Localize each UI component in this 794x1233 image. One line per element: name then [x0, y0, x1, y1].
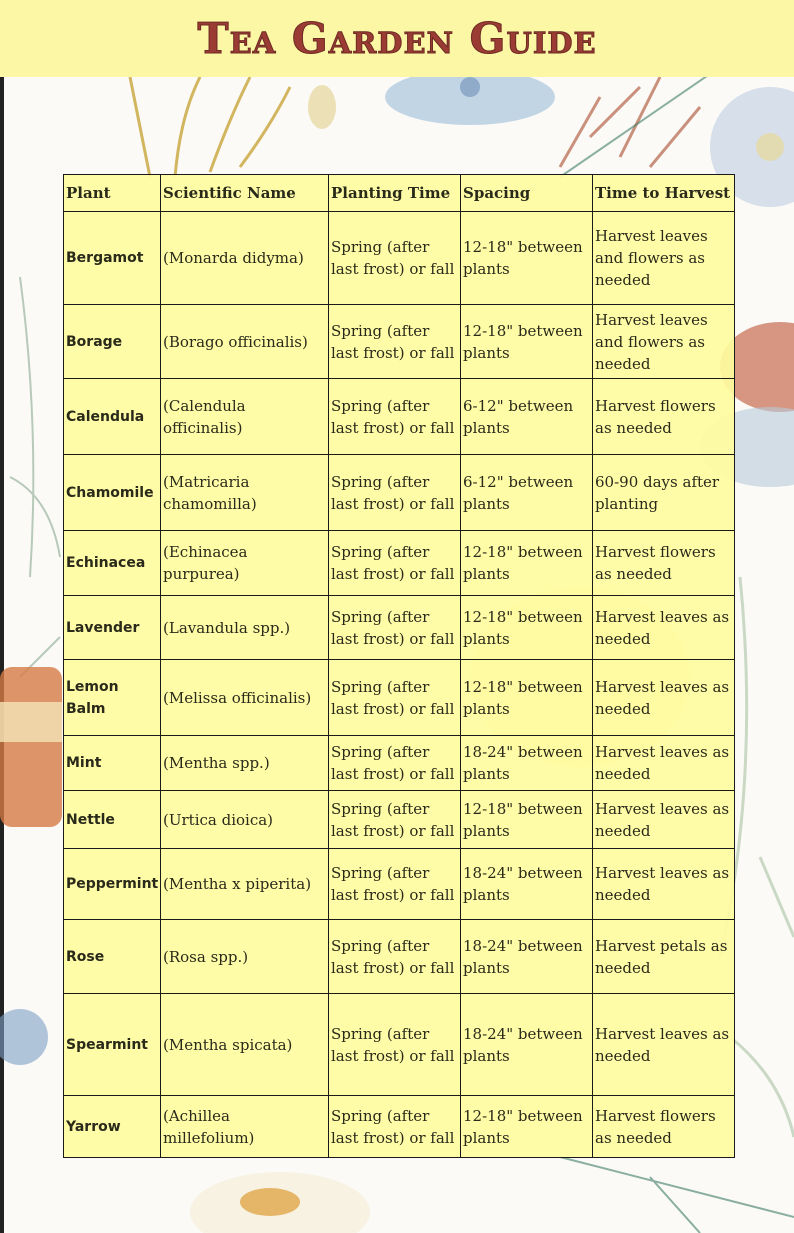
header-plant: Plant: [64, 175, 161, 212]
scientific-name: (Achillea millefolium): [161, 1096, 329, 1158]
spacing: 6-12" between plants: [461, 455, 593, 531]
spacing: 18-24" between plants: [461, 849, 593, 920]
spacing: 18-24" between plants: [461, 994, 593, 1096]
scientific-name: (Mentha spicata): [161, 994, 329, 1096]
scientific-name: (Lavandula spp.): [161, 596, 329, 660]
tea-garden-table: [63, 174, 735, 1158]
harvest-time: Harvest flowers as needed: [593, 379, 735, 455]
scientific-name: (Mentha spp.): [161, 736, 329, 791]
spacing: 12-18" between plants: [461, 660, 593, 736]
harvest-time: Harvest leaves as needed: [593, 736, 735, 791]
plant-name: Peppermint: [64, 849, 161, 920]
harvest-time: Harvest leaves and flowers as needed: [593, 305, 735, 379]
spacing: 18-24" between plants: [461, 920, 593, 994]
harvest-time: Harvest flowers as needed: [593, 1096, 735, 1158]
planting-time: Spring (after last frost) or fall: [329, 994, 461, 1096]
scientific-name: (Urtica dioica): [161, 791, 329, 849]
planting-time: Spring (after last frost) or fall: [329, 849, 461, 920]
spacing: 12-18" between plants: [461, 212, 593, 305]
spacing: 12-18" between plants: [461, 596, 593, 660]
scientific-name: (Matricaria chamomilla): [161, 455, 329, 531]
table-row: [64, 531, 735, 596]
harvest-time: Harvest leaves as needed: [593, 596, 735, 660]
plant-name: Echinacea: [64, 531, 161, 596]
header-planting-time: Planting Time: [329, 175, 461, 212]
scientific-name: (Echinacea purpurea): [161, 531, 329, 596]
harvest-time: Harvest leaves as needed: [593, 660, 735, 736]
harvest-time: Harvest petals as needed: [593, 920, 735, 994]
table-row: [64, 1096, 735, 1158]
plant-name: Lemon Balm: [64, 660, 161, 736]
harvest-time: 60-90 days after planting: [593, 455, 735, 531]
planting-time: Spring (after last frost) or fall: [329, 596, 461, 660]
planting-time: Spring (after last frost) or fall: [329, 791, 461, 849]
plant-name: Bergamot: [64, 212, 161, 305]
table-row: [64, 736, 735, 791]
planting-time: Spring (after last frost) or fall: [329, 920, 461, 994]
header-time-to-harvest: Time to Harvest: [593, 175, 735, 212]
scientific-name: (Mentha x piperita): [161, 849, 329, 920]
table-row: [64, 212, 735, 305]
header-scientific-name: Scientific Name: [161, 175, 329, 212]
plant-name: Calendula: [64, 379, 161, 455]
scientific-name: (Borago officinalis): [161, 305, 329, 379]
planting-time: Spring (after last frost) or fall: [329, 212, 461, 305]
table-row: [64, 455, 735, 531]
spacing: 18-24" between plants: [461, 736, 593, 791]
planting-time: Spring (after last frost) or fall: [329, 455, 461, 531]
table-row: [64, 660, 735, 736]
scientific-name: (Melissa officinalis): [161, 660, 329, 736]
scientific-name: (Rosa spp.): [161, 920, 329, 994]
table-row: [64, 849, 735, 920]
harvest-time: Harvest leaves as needed: [593, 849, 735, 920]
harvest-time: Harvest leaves as needed: [593, 994, 735, 1096]
spacing: 12-18" between plants: [461, 1096, 593, 1158]
harvest-time: Harvest leaves as needed: [593, 791, 735, 849]
table-row: [64, 305, 735, 379]
planting-time: Spring (after last frost) or fall: [329, 379, 461, 455]
table-row: [64, 379, 735, 455]
plant-name: Rose: [64, 920, 161, 994]
spacing: 12-18" between plants: [461, 531, 593, 596]
plant-name: Nettle: [64, 791, 161, 849]
scientific-name: (Monarda didyma): [161, 212, 329, 305]
planting-time: Spring (after last frost) or fall: [329, 736, 461, 791]
table-header-row: [64, 175, 735, 212]
table-row: [64, 596, 735, 660]
table-row: [64, 920, 735, 994]
table-row: [64, 994, 735, 1096]
spacing: 12-18" between plants: [461, 305, 593, 379]
harvest-time: Harvest flowers as needed: [593, 531, 735, 596]
spacing: 12-18" between plants: [461, 791, 593, 849]
table-row: [64, 791, 735, 849]
planting-time: Spring (after last frost) or fall: [329, 531, 461, 596]
page-title: Tea Garden Guide: [197, 14, 597, 63]
plant-name: Mint: [64, 736, 161, 791]
header-banner: [0, 0, 794, 77]
planting-time: Spring (after last frost) or fall: [329, 305, 461, 379]
planting-time: Spring (after last frost) or fall: [329, 1096, 461, 1158]
plant-name: Yarrow: [64, 1096, 161, 1158]
scientific-name: (Calendula officinalis): [161, 379, 329, 455]
header-spacing: Spacing: [461, 175, 593, 212]
plant-name: Spearmint: [64, 994, 161, 1096]
harvest-time: Harvest leaves and flowers as needed: [593, 212, 735, 305]
planting-time: Spring (after last frost) or fall: [329, 660, 461, 736]
spacing: 6-12" between plants: [461, 379, 593, 455]
plant-name: Lavender: [64, 596, 161, 660]
plant-name: Chamomile: [64, 455, 161, 531]
plant-name: Borage: [64, 305, 161, 379]
